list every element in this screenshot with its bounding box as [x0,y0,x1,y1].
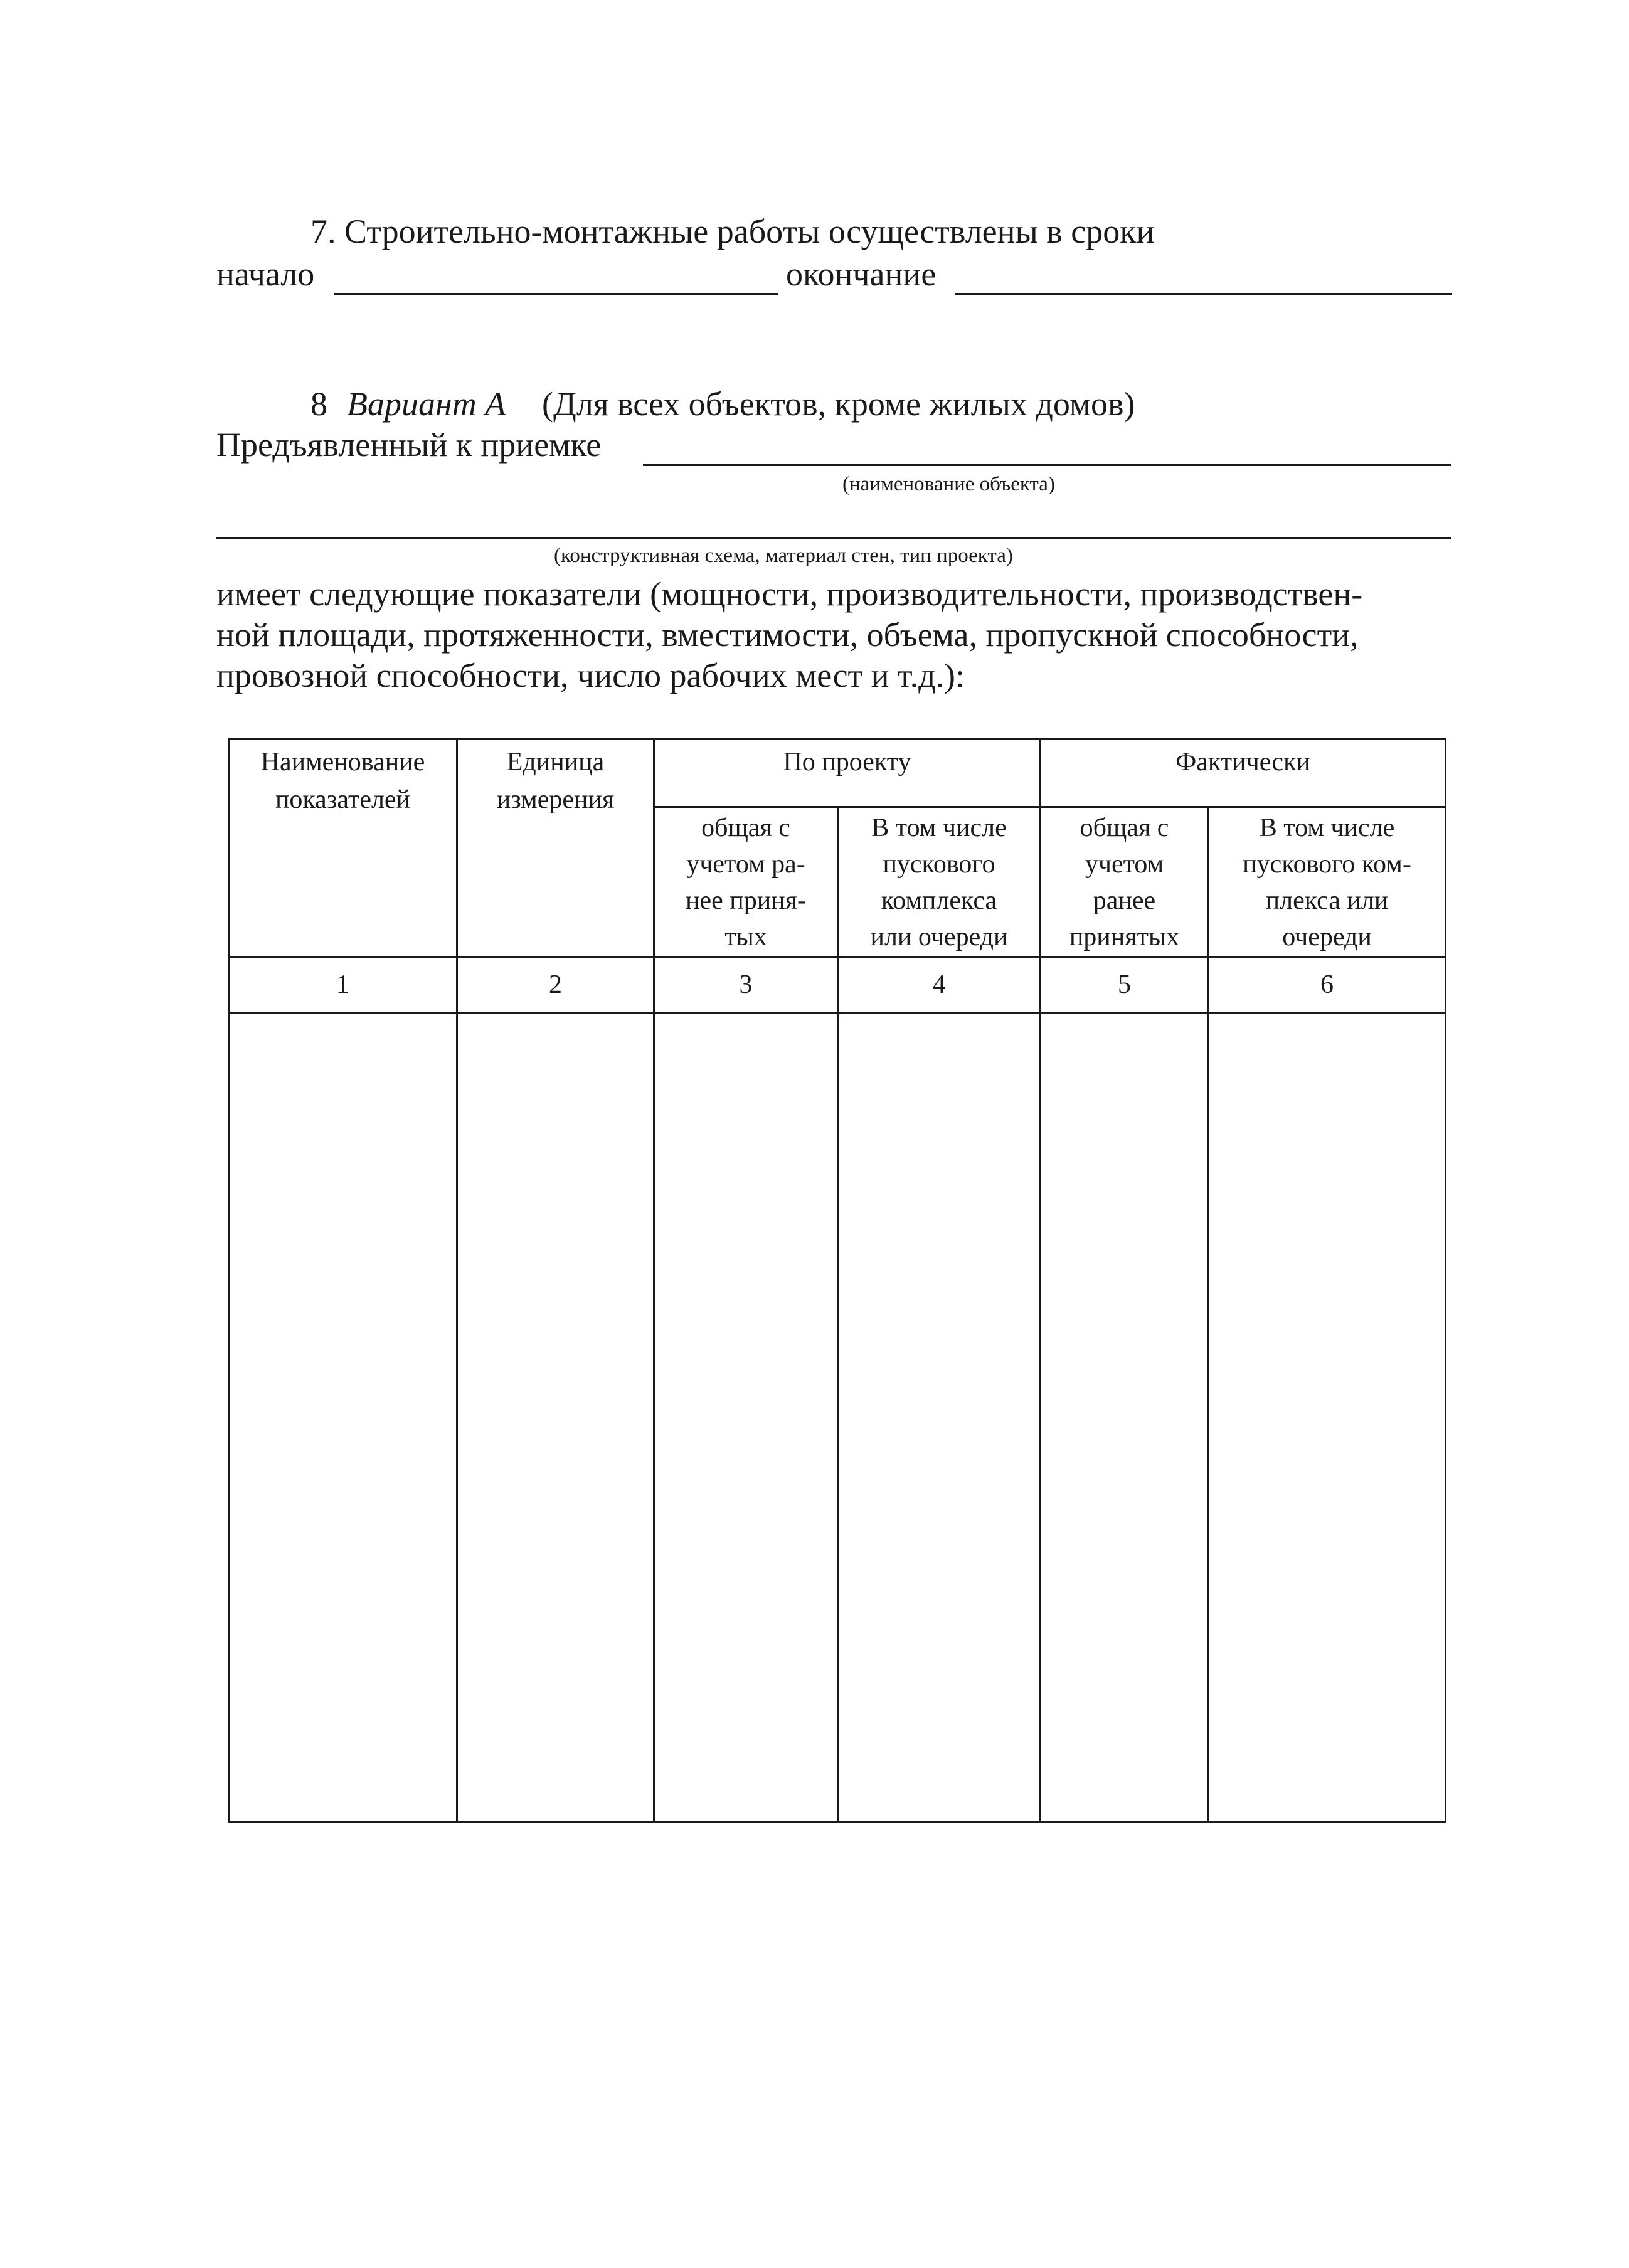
table-data-row[interactable] [230,1014,1445,1821]
table-top-border [228,738,1446,740]
header-indicator-name-line-1: Наименование [260,748,425,776]
table-right-border [1445,738,1446,1823]
paragraph-line-1: имеет следующие показатели (мощности, производительности, производствен- [216,575,1363,613]
column-number-3: 3 [739,970,753,999]
end-label: окончание [786,255,937,293]
subheader-3-line-1: общая с [701,813,790,842]
paragraph-line-3: провозной способности, число рабочих мест и т.д.): [216,657,965,694]
subheader-5-line-3: ранее [1093,886,1156,915]
subheader-6 [1209,810,1445,955]
column-number-6: 6 [1320,970,1334,999]
subheader-5 [1041,810,1207,955]
header-actual: Фактически [1175,748,1310,776]
header-unit-line-1: Единица [506,748,605,776]
subheader-3 [655,810,837,955]
subheader-4 [839,810,1039,955]
paragraph-line-2: ной площади, протяженности, вместимости, объема, пропускной способности, [216,616,1359,654]
column-number-2: 2 [549,970,562,999]
subheader-3-line-4: тых [724,923,767,951]
indicators-table [228,738,1446,1822]
object-name-field[interactable] [643,464,1451,466]
header-unit-line-2: измерения [496,785,615,814]
subheader-4-line-3: комплекса [881,886,997,915]
subheader-3-line-3: нее приня- [686,886,806,915]
presented-label: Предъявленный к приемке [216,426,602,464]
header-indicator-name-line-2: показателей [275,785,411,814]
subheader-6-line-2: пускового ком- [1243,850,1411,879]
item7-heading: 7. Строительно-монтажные работы осуществлены в сроки [310,213,1155,250]
subheader-4-line-4: или очереди [870,923,1008,951]
subheader-5-line-2: учетом [1085,850,1164,879]
header-by-project: По проекту [783,748,911,776]
item8-variant: Вариант А [347,385,506,423]
subheader-5-line-4: принятых [1069,923,1180,951]
object-caption: (наименование объекта) [842,473,1055,495]
subheader-5-line-1: общая с [1080,813,1169,842]
start-label: начало [216,255,315,293]
end-date-field[interactable] [955,293,1452,295]
subheader-6-line-4: очереди [1282,923,1372,951]
subheader-4-line-2: пускового [883,850,995,879]
scheme-field[interactable] [216,537,1451,539]
scheme-caption: (конструктивная схема, материал стен, тип проекта) [554,544,1013,567]
header-bottom-sep [228,956,1446,958]
header-unit [458,743,653,819]
start-date-field[interactable] [334,293,778,295]
subheader-4-line-1: В том числе [871,813,1007,842]
column-number-1: 1 [336,970,349,999]
subheader-6-line-3: плекса или [1265,886,1389,915]
item8-note: (Для всех объектов, кроме жилых домов) [542,385,1135,423]
subheader-6-line-1: В том числе [1259,813,1395,842]
column-number-4: 4 [932,970,946,999]
header-indicator-name [230,743,456,819]
column-number-5: 5 [1118,970,1131,999]
subheader-3-line-2: учетом ра- [686,850,805,879]
group-header-sep [653,806,1446,808]
item8-number: 8 [310,385,327,423]
